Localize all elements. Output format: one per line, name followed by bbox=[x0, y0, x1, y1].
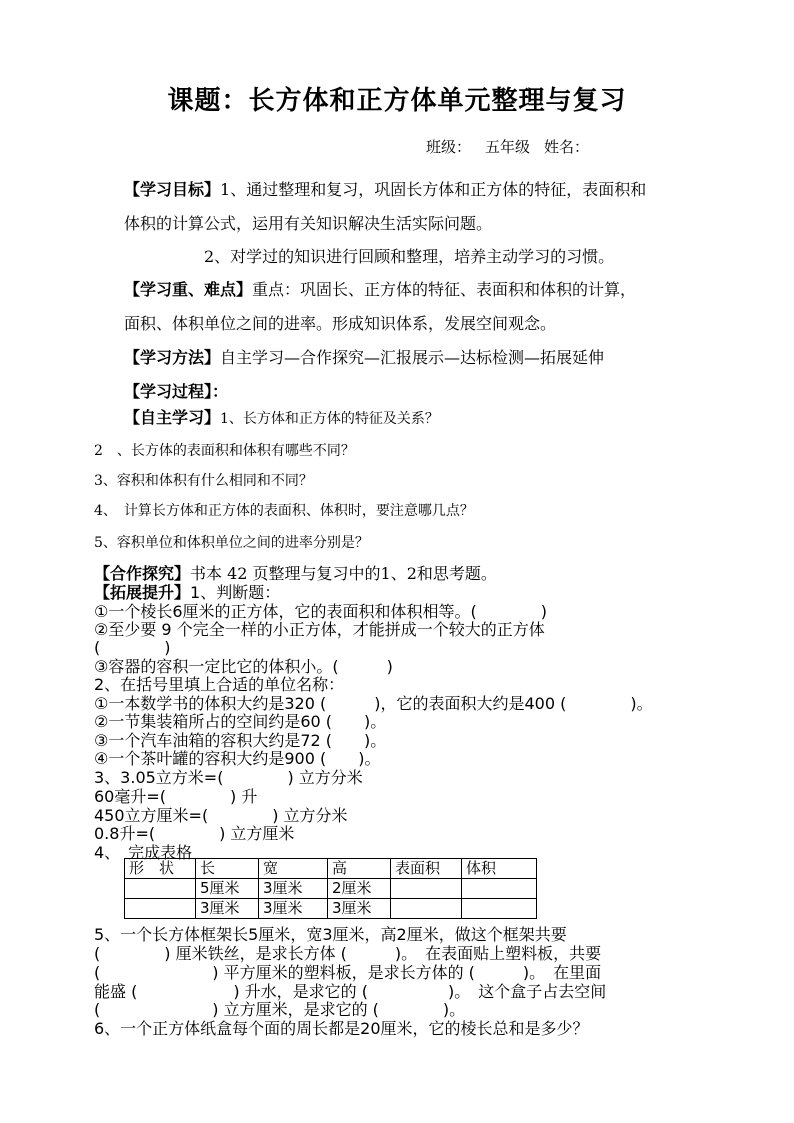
q6-line: 6、一个正方体纸盒每个面的周长都是20厘米，它的棱长总和是多少？ bbox=[94, 1019, 589, 1038]
self-study-q4: 4、 计算长方体和正方体的表面积、体积时，要注意哪几点？ bbox=[94, 503, 474, 519]
table-cell bbox=[125, 899, 196, 919]
table-cell: 5厘米 bbox=[196, 879, 259, 899]
self-study-line-1 bbox=[124, 405, 439, 428]
table-header-row bbox=[125, 859, 537, 879]
name-label: 姓名： bbox=[544, 138, 590, 156]
goals-text-1: 1、通过整理和复习，巩固长方体和正方体的特征，表面积和 bbox=[220, 180, 647, 199]
process-heading: 【学习过程】： bbox=[124, 382, 229, 401]
self-study-q1: 1、长方体和正方体的特征及关系？ bbox=[220, 411, 439, 427]
goals-tag: 【学习目标】 bbox=[124, 180, 221, 199]
focus-tag: 【学习重、难点】 bbox=[124, 280, 253, 299]
q5-line-5: ( ) 立方厘米，是求它的 ( )。 bbox=[94, 1000, 466, 1019]
table-cell bbox=[391, 899, 462, 919]
table-cell bbox=[462, 899, 537, 919]
table-cell: 3厘米 bbox=[259, 899, 328, 919]
extend-tag: 【拓展提升】 bbox=[94, 583, 191, 602]
coop-tag: 【合作探究】 bbox=[94, 564, 191, 583]
table-header-cell: 宽 bbox=[259, 859, 328, 879]
unit-item-2: ②一节集装箱所占的空间约是60 ( )。 bbox=[94, 712, 387, 731]
convert-item-2: 60毫升=( ) 升 bbox=[94, 787, 258, 806]
unit-item-1: ①一本数学书的体积大约是320 ( )，它的表面积大约是400 ( )。 bbox=[94, 694, 653, 713]
judge-item-1: ①一个棱长6厘米的正方体，它的表面积和体积相等。( ) bbox=[94, 602, 548, 621]
unit-heading: 2、在括号里填上合适的单位名称： bbox=[94, 675, 345, 694]
convert-item-3: 450立方厘米=( ) 立方分米 bbox=[94, 806, 348, 825]
q5-line-3: ( ) 平方厘米的塑料板，是求长方体的 ( )。 在里面 bbox=[94, 963, 602, 982]
table-cell: 3厘米 bbox=[196, 899, 259, 919]
convert-item-1: 3、3.05立方米=( ) 立方分米 bbox=[94, 768, 363, 787]
table-cell: 3厘米 bbox=[328, 899, 391, 919]
q5-line-4: 能盛 ( ) 升水，是求它的 ( )。 这个盒子占去空间 bbox=[94, 982, 607, 1001]
self-study-q3: 3、容积和体积有什么相同和不同？ bbox=[94, 473, 313, 489]
focus-text-1: 重点：巩固长、正方体的特征、表面积和体积的计算， bbox=[252, 280, 637, 299]
method-text: 自主学习—合作探究—汇报展示—达标检测—拓展延伸 bbox=[220, 348, 605, 367]
table-row bbox=[125, 879, 537, 899]
method-tag: 【学习方法】 bbox=[124, 348, 221, 367]
convert-item-4: 0.8升=( ) 立方厘米 bbox=[94, 824, 295, 843]
q5-line-2: ( ) 厘米铁丝，是求长方体 ( )。 在表面贴上塑料板，共要 bbox=[94, 944, 602, 963]
table-cell bbox=[391, 879, 462, 899]
unit-item-4: ④一个茶叶罐的容积大约是900 ( )。 bbox=[94, 749, 381, 768]
table-cell: 3厘米 bbox=[259, 879, 328, 899]
q5-line-1: 5、一个长方体框架长5厘米，宽3厘米，高2厘米，做这个框架共要 bbox=[94, 925, 567, 944]
table-cell bbox=[125, 879, 196, 899]
table-header-cell: 高 bbox=[328, 859, 391, 879]
unit-item-3: ③一个汽车油箱的容积大约是72 ( )。 bbox=[94, 731, 387, 750]
table-header-cell: 表面积 bbox=[391, 859, 462, 879]
table-header-cell: 体积 bbox=[462, 859, 537, 879]
goals-line-3: 2、对学过的知识进行回顾和整理，培养主动学习的习惯。 bbox=[204, 247, 615, 266]
coop-text: 书本 42 页整理与复习中的1、2和思考题。 bbox=[190, 564, 497, 583]
goals-line-2: 体积的计算公式，运用有关知识解决生活实际问题。 bbox=[124, 214, 493, 233]
class-value: 五年级 bbox=[485, 138, 531, 156]
self-study-tag: 【自主学习】 bbox=[124, 408, 221, 427]
page-title: 课题：长方体和正方体单元整理与复习 bbox=[167, 86, 627, 116]
judge-heading: 1、判断题： bbox=[190, 583, 281, 602]
table-header-cell: 形 状 bbox=[125, 859, 196, 879]
class-label: 班级： bbox=[426, 138, 472, 156]
focus-line-2: 面积、体积单位之间的进率。形成知识体系，发展空间观念。 bbox=[124, 314, 557, 333]
judge-item-2-blank: ( ) bbox=[94, 638, 171, 657]
table-header-cell: 长 bbox=[196, 859, 259, 879]
table-row bbox=[125, 899, 537, 919]
judge-item-2: ②至少要 9 个完全一样的小正方体，才能拼成一个较大的正方体 bbox=[94, 620, 545, 639]
goals-line-1 bbox=[124, 177, 646, 200]
judge-item-3: ③容器的容积一定比它的体积小。( ) bbox=[94, 657, 393, 676]
table-cell bbox=[462, 879, 537, 899]
dimensions-table bbox=[124, 858, 537, 919]
table-heading: 4、 完成表格 bbox=[94, 843, 193, 862]
table-cell: 2厘米 bbox=[328, 879, 391, 899]
focus-line-1 bbox=[124, 277, 636, 300]
self-study-q2: 2 、长方体的表面积和体积有哪些不同？ bbox=[94, 443, 355, 459]
self-study-q5: 5、容积单位和体积单位之间的进率分别是？ bbox=[94, 535, 369, 551]
method-line bbox=[124, 345, 604, 368]
student-info bbox=[426, 136, 603, 157]
